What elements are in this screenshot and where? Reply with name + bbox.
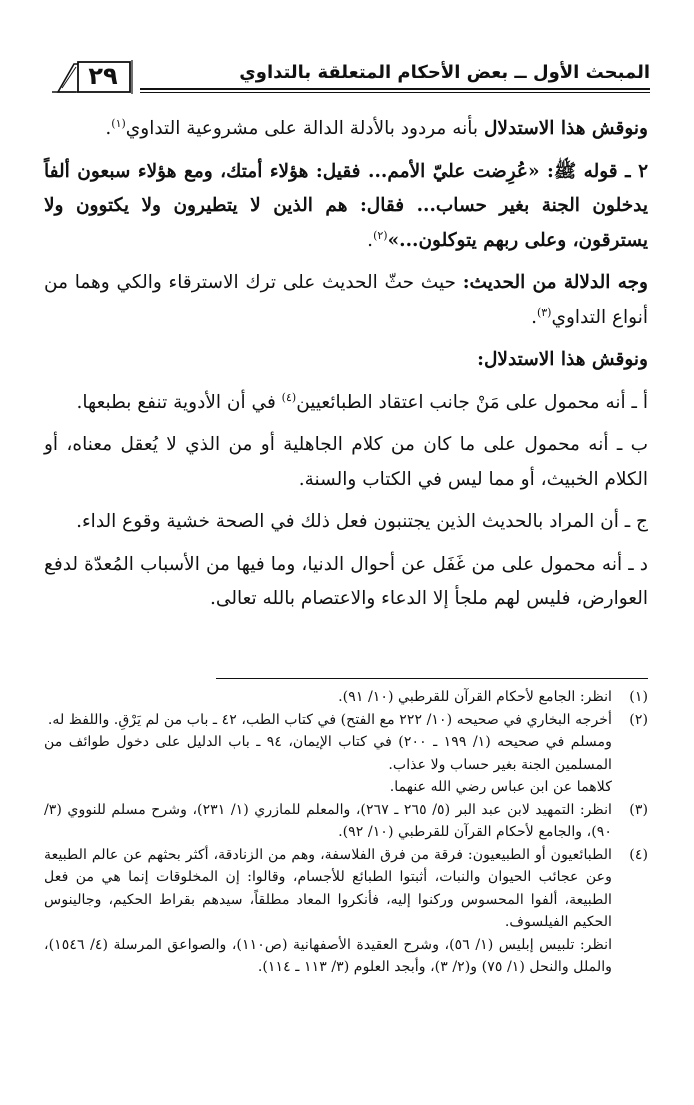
footnote-text: الطبائعيون أو الطبيعيون: فرقة من فرق الفلاسفة، وهم من الزنادقة، أكثر بحثهم عن عالم الطبيعة وعن عجائب الحيوان والنبات، أثبتوا الطبائع للأجسام، وقالوا: إن المخلوقات إنما هي من فعل الطبيعة، ألفوا المحسوس وركنوا إليه، فأنكروا المعاد مطلقاً، سيدهم بقراط الحكيم، وجالينوس الحكيم الفيلسوف. [44, 846, 612, 930]
footnote-ref-2: (٢) [373, 228, 388, 242]
footnote [44, 709, 648, 732]
footnote-continuation: انظر: تلبيس إبليس (١/ ٥٦)، وشرح العقيدة الأصفهانية (ص١١٠)، والصواعق المرسلة (٤/ ١٥٤٦)، والملل والنحل (١/ ٧٥) و(٢/ ٣)، وأبجد العلوم (٣/ ١١٣ ـ ١١٤). [44, 936, 613, 975]
footnote-number: (٢) [629, 711, 648, 728]
running-header [48, 58, 650, 98]
header-rule-thin [140, 92, 650, 93]
footnote-ref-1: (١) [111, 116, 126, 130]
objection-heading: ونوقش هذا الاستدلال [483, 118, 648, 139]
main-text [44, 112, 648, 625]
footnote-continuation: كلاهما عن ابن عباس رضي الله عنهما. [389, 779, 612, 795]
objection-heading-2: ونوقش هذا الاستدلال: [477, 349, 648, 370]
punctuation: . [367, 229, 374, 251]
footnote-number: (٤) [629, 846, 648, 863]
footnote [44, 799, 648, 844]
paragraph-evidence [44, 266, 648, 335]
paragraph-point-b [44, 428, 648, 497]
paragraph-point-d [44, 548, 648, 617]
footnote [44, 844, 648, 934]
objection-text: بأنه مردود بالأدلة الدالة على مشروعية التداوي [125, 118, 484, 139]
page-number-frame [48, 58, 136, 96]
footnote-continuation: ومسلم في صحيحه (١/ ١٩٩ ـ ٢٠٠) في كتاب الإيمان، ٩٤ ـ باب الدليل على دخول طوائف من المسلمين الجنة بغير حساب ولا عذاب. [44, 734, 613, 773]
footnote [44, 686, 648, 709]
footnote-number: (١) [629, 689, 648, 705]
paragraph-hadith [44, 155, 648, 259]
chapter-title: المبحث الأول ــ بعض الأحكام المتعلقة بالتداوي [239, 62, 650, 83]
footnote-ref-3: (٣) [536, 305, 552, 319]
page-number: ٢٩ [88, 62, 118, 90]
hadith-text: «عُرِضت عليّ الأمم... فقيل: هؤلاء أمتك، ومع هؤلاء سبعون ألفاً يدخلون الجنة بغير حساب... فقال: هم الذين لا يتطيرون ولا يكتوون ولا يسترقون، وعلى ربهم يتوكلون...» [44, 160, 648, 251]
footnote-number: (٣) [629, 801, 648, 818]
paragraph-objection-heading [44, 343, 648, 378]
footnote-ref-4: (٤) [281, 390, 297, 404]
punctuation: . [531, 306, 537, 328]
point-d-text: د ـ أنه محمول على من غَفَل عن أحوال الدنيا، وما فيها من الأسباب المُعدّة لدفع العوارض، فليس لهم ملجأ إلا الدعاء والاعتصام بالله تعالى. [44, 553, 648, 609]
evidence-heading: وجه الدلالة من الحديث: [462, 272, 648, 293]
point-c-text: ج ـ أن المراد بالحديث الذين يجتنبون فعل ذلك في الصحة خشية وقوع الداء. [76, 511, 648, 532]
footnote-text: انظر: التمهيد لابن عبد البر (٥/ ٢٦٥ ـ ٢٦٧)، والمعلم للمازري (١/ ٢٣١)، وشرح مسلم للنووي (٣/ ٩٠)، والجامع لأحكام القرآن للقرطبي (١٠/ ٩٢). [44, 801, 612, 840]
footnote-text: انظر: الجامع لأحكام القرآن للقرطبي (١٠/ ٩١). [338, 689, 612, 705]
footnote-text: أخرجه البخاري في صحيحه (١٠/ ٢٢٢ مع الفتح) في كتاب الطب، ٤٢ ـ باب من لم يَرْقِ. واللفظ له. [47, 711, 612, 728]
hadith-intro: ٢ ـ قوله ﷺ: [539, 160, 648, 182]
point-a-text-end: في أن الأدوية تنفع بطبعها. [76, 391, 282, 413]
paragraph-point-a [44, 386, 648, 421]
header-rule [140, 88, 650, 90]
footnote-separator [216, 678, 648, 679]
evidence-text: حيث حثّ الحديث على ترك الاسترقاء والكي وهما من أنواع التداوي [44, 272, 648, 328]
paragraph-point-c [44, 505, 648, 540]
paragraph-objection-1 [44, 112, 648, 147]
punctuation: . [105, 118, 112, 139]
point-b-text: ب ـ أنه محمول على ما كان من كلام الجاهلية أو من الذي لا يُعقل معناه، أو الكلام الخبيث، أو مما ليس في الكتاب والسنة. [44, 434, 648, 490]
point-a-text: أ ـ أنه محمول على مَنْ جانب اعتقاد الطبائعيين [296, 391, 648, 413]
footnotes [44, 686, 648, 979]
